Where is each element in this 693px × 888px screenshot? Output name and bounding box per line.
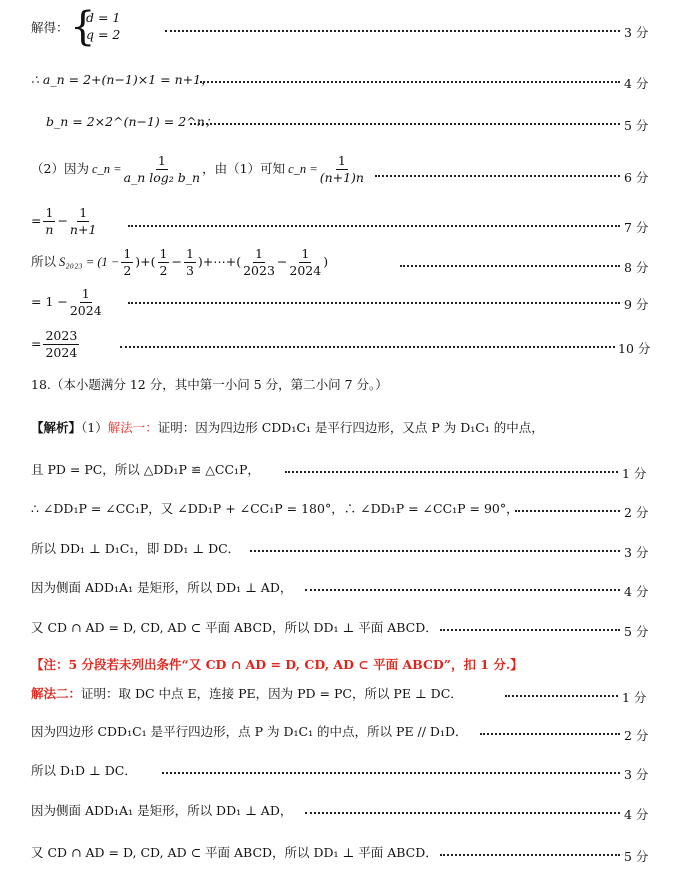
proof-text: 证明：因为四边形 CDD₁C₁ 是平行四边形，又点 P 为 D₁C₁ 的中点，	[157, 420, 544, 435]
proof-text: 证明：取 DC 中点 E，连接 PE，因为 PD = PC，所以 PE ⊥ DC．	[81, 686, 463, 701]
score-leader	[200, 81, 620, 84]
score-leader	[165, 30, 620, 33]
score-label: 4 分	[624, 76, 649, 91]
denominator: n	[45, 221, 54, 237]
minus-sign: −	[171, 254, 182, 269]
score-leader	[305, 589, 620, 592]
denominator: 2	[159, 262, 168, 278]
grading-note: 【注：5 分段若未列出条件“又 CD ∩ AD = D, CD, AD ⊂ 平面 ABCD”，扣 1 分.】	[31, 657, 523, 672]
text-segment: =	[31, 336, 42, 351]
score-leader	[285, 471, 618, 474]
equation-system	[86, 10, 120, 44]
sum-expression	[31, 247, 328, 278]
proof-line: 因为四边形 CDD₁C₁ 是平行四边形，点 P 为 D₁C₁ 的中点，所以 PE // D₁D．	[31, 724, 468, 739]
method-label: 解法一：	[107, 420, 158, 435]
score-leader	[128, 225, 620, 228]
numerator: 1	[79, 205, 88, 220]
score-leader	[375, 175, 620, 178]
proof-line: 因为侧面 ADD₁A₁ 是矩形，所以 DD₁ ⊥ AD，	[31, 580, 293, 595]
text-segment: = 1 −	[31, 294, 68, 309]
score-label: 1 分	[622, 466, 647, 481]
fraction	[43, 206, 55, 237]
score-label: 1 分	[622, 690, 647, 705]
score-label: 9 分	[624, 297, 649, 312]
score-label: 5 分	[624, 118, 649, 133]
denominator: a_n log₂ b_n	[123, 169, 201, 185]
text-segment: )+⋯+(	[197, 254, 242, 269]
formula-an: ∴ a_n = 2+(n−1)×1 = n+1，	[31, 72, 214, 87]
score-label: 3 分	[624, 25, 649, 40]
numerator: 2023	[45, 328, 78, 343]
text-segment: )	[323, 254, 329, 269]
solution-label: 解得：	[31, 20, 69, 35]
method-label: 解法二：	[31, 686, 82, 701]
proof-line: 所以 DD₁ ⊥ D₁C₁，即 DD₁ ⊥ DC．	[31, 541, 241, 556]
text-segment: （2）因为	[31, 161, 89, 176]
numerator: 1	[45, 205, 54, 220]
fraction	[70, 206, 96, 237]
score-label: 5 分	[624, 624, 649, 639]
fraction	[121, 247, 133, 278]
final-result	[31, 329, 81, 360]
score-label: 4 分	[624, 807, 649, 822]
proof-line: 且 PD = PC，所以 △DD₁P ≌ △CC₁P，	[31, 462, 260, 477]
fraction	[320, 154, 364, 185]
score-label: 10 分	[618, 341, 651, 356]
denominator: 2024	[289, 262, 322, 278]
score-label: 4 分	[624, 584, 649, 599]
proof-line: 又 CD ∩ AD = D, CD, AD ⊂ 平面 ABCD，所以 DD₁ ⊥ 平面 ABCD．	[31, 845, 438, 860]
numerator: 1	[159, 246, 168, 261]
equation-q: q = 2	[86, 26, 121, 42]
denominator: 3	[185, 262, 194, 278]
score-leader	[162, 772, 620, 775]
numerator: 1	[301, 246, 310, 261]
fraction	[184, 247, 196, 278]
score-label: 5 分	[624, 849, 649, 864]
fraction	[43, 329, 79, 360]
proof-line: ∴ ∠DD₁P = ∠CC₁P，又 ∠DD₁P + ∠CC₁P = 180°，∴ ∠DD₁P = ∠CC₁P = 90°，	[31, 501, 519, 516]
score-leader	[480, 733, 620, 736]
score-leader	[515, 510, 620, 513]
fraction	[289, 247, 321, 278]
score-leader	[400, 265, 620, 268]
denominator: 2	[123, 262, 132, 278]
numerator: 1	[337, 153, 346, 168]
left-brace: {	[70, 4, 96, 50]
fraction-difference	[31, 206, 98, 237]
denominator: 2024	[69, 302, 102, 318]
denominator: 2023	[243, 262, 275, 278]
analysis-tag: 【解析】	[31, 420, 82, 435]
fraction	[158, 247, 170, 278]
score-leader	[440, 854, 620, 857]
score-leader	[120, 346, 615, 349]
score-leader	[190, 123, 620, 126]
denominator: 2024	[45, 344, 78, 360]
proof-line: 又 CD ∩ AD = D, CD, AD ⊂ 平面 ABCD，所以 DD₁ ⊥ 平面 ABCD．	[31, 620, 438, 635]
score-leader	[305, 812, 620, 815]
score-label: 3 分	[624, 767, 649, 782]
minus-sign: −	[57, 213, 68, 228]
result-step	[31, 287, 104, 318]
fraction	[243, 247, 275, 278]
score-leader	[128, 302, 620, 305]
formula-cn: c_n =	[288, 162, 318, 176]
text-segment: )+(	[135, 254, 156, 269]
text-segment: 所以	[31, 254, 57, 269]
score-leader	[505, 695, 618, 698]
score-label: 2 分	[624, 505, 649, 520]
method-one-intro	[31, 422, 544, 435]
denominator: n+1	[69, 221, 97, 237]
part-label: （1）	[81, 420, 108, 435]
score-label: 2 分	[624, 728, 649, 743]
score-label: 6 分	[624, 170, 649, 185]
formula-cn: c_n =	[91, 162, 122, 176]
score-label: 7 分	[624, 220, 649, 235]
score-label: 3 分	[624, 545, 649, 560]
equals-sign: =	[31, 213, 42, 228]
method-two-line	[31, 688, 463, 701]
numerator: 1	[123, 246, 132, 261]
numerator: 1	[157, 153, 166, 168]
denominator: (n+1)n	[319, 169, 364, 185]
minus-sign: −	[276, 254, 288, 269]
proof-line: 所以 D₁D ⊥ DC．	[31, 763, 137, 778]
score-label: 8 分	[624, 260, 649, 275]
equation-d: d = 1	[86, 10, 121, 25]
sum-symbol: S₂₀₂₃ = (1 −	[59, 255, 120, 269]
score-leader	[250, 550, 620, 553]
question-header: 18.（本小题满分 12 分，其中第一小问 5 分，第二小问 7 分。）	[31, 377, 388, 392]
text-segment: ，由（1）可知	[202, 161, 286, 176]
proof-line: 因为侧面 ADD₁A₁ 是矩形，所以 DD₁ ⊥ AD，	[31, 803, 293, 818]
fraction	[70, 287, 102, 318]
formula-cn-line	[31, 154, 366, 185]
fraction	[124, 154, 201, 185]
numerator: 1	[185, 246, 194, 261]
numerator: 1	[255, 246, 263, 261]
numerator: 1	[81, 286, 90, 301]
formula-bn: b_n = 2×2^(n−1) = 2^n；	[46, 114, 218, 129]
score-leader	[440, 629, 620, 632]
